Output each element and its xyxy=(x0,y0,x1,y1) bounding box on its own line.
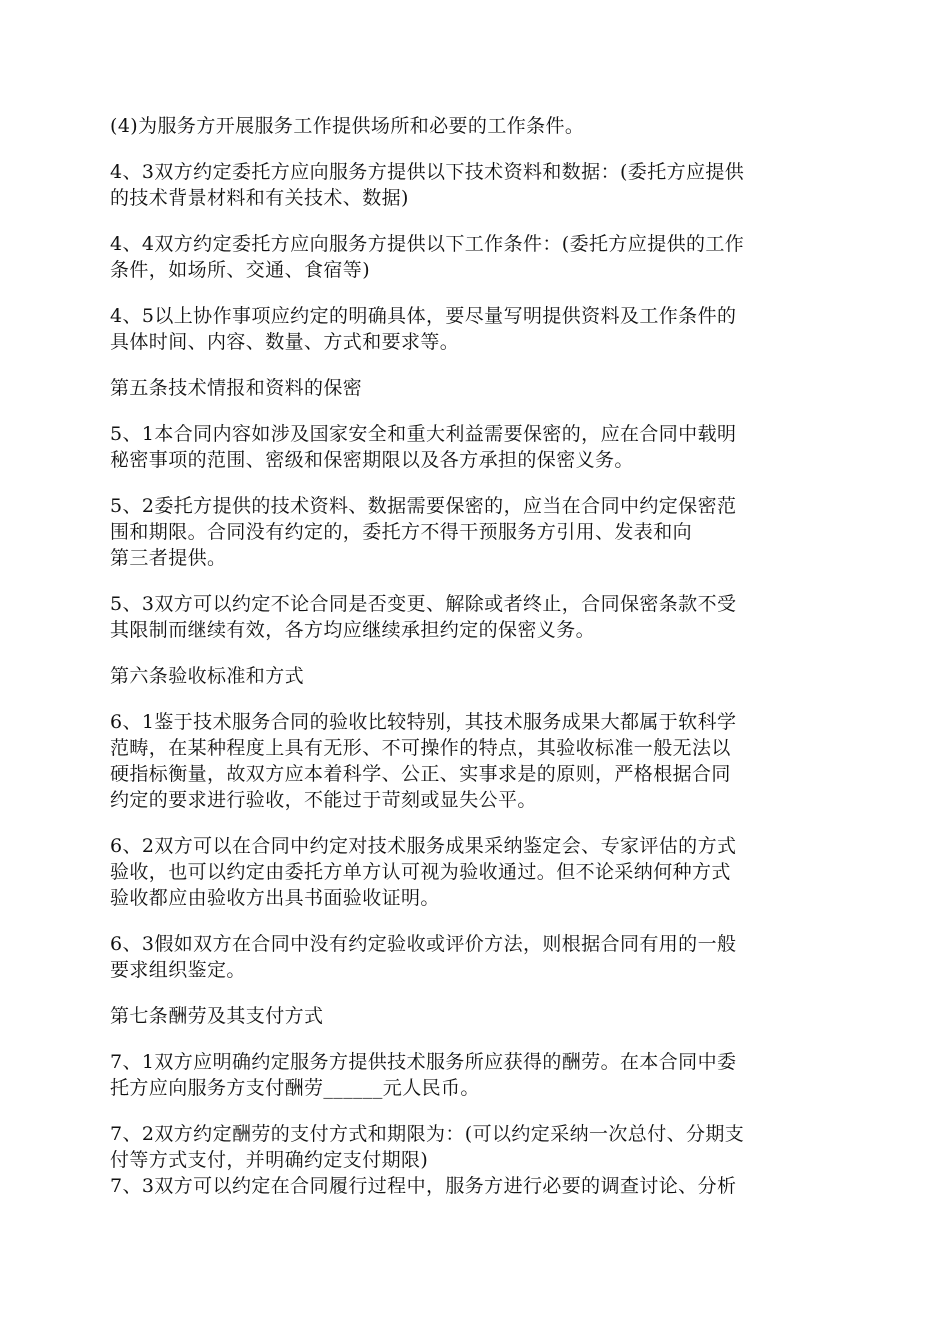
paragraph xyxy=(110,421,840,473)
text-line: 托方应向服务方支付酬劳______元人民币。 xyxy=(110,1077,480,1099)
section-heading-text: 第六条验收标准和方式 xyxy=(110,665,305,687)
paragraph xyxy=(110,113,840,139)
text-line: 约定的要求进行验收，不能过于苛刻或显失公平。 xyxy=(110,789,537,811)
text-line: 5、3双方可以约定不论合同是否变更、解除或者终止，合同保密条款不受 xyxy=(110,593,737,615)
text-line: 具体时间、内容、数量、方式和要求等。 xyxy=(110,331,460,353)
document-body xyxy=(110,113,840,1199)
text-line: 4、3双方约定委托方应向服务方提供以下技术资料和数据：(委托方应提供 xyxy=(110,161,745,183)
text-line: 7、2双方约定酬劳的支付方式和期限为：(可以约定采纳一次总付、分期支 xyxy=(110,1123,745,1145)
paragraph xyxy=(110,1049,840,1101)
text-line: 范畴，在某种程度上具有无形、不可操作的特点，其验收标准一般无法以 xyxy=(110,737,731,759)
text-line: 4、5以上协作事项应约定的明确具体，要尽量写明提供资料及工作条件的 xyxy=(110,305,737,327)
text-line: 要求组织鉴定。 xyxy=(110,959,246,981)
section-heading xyxy=(110,1003,840,1029)
section-heading xyxy=(110,375,840,401)
text-line: 6、3假如双方在合同中没有约定验收或评价方法，则根据合同有用的一般 xyxy=(110,933,737,955)
text-line: 4、4双方约定委托方应向服务方提供以下工作条件：(委托方应提供的工作 xyxy=(110,233,745,255)
paragraph xyxy=(110,159,840,211)
text-line: (4)为服务方开展服务工作提供场所和必要的工作条件。 xyxy=(110,115,585,137)
section-heading-text: 第七条酬劳及其支付方式 xyxy=(110,1005,324,1027)
paragraph xyxy=(110,493,840,571)
text-line: 6、1鉴于技术服务合同的验收比较特别，其技术服务成果大都属于软科学 xyxy=(110,711,737,733)
text-line: 第三者提供。 xyxy=(110,547,227,569)
text-line: 围和期限。合同没有约定的，委托方不得干预服务方引用、发表和向 xyxy=(110,521,693,543)
paragraph xyxy=(110,591,840,643)
text-line: 硬指标衡量，故双方应本着科学、公正、实事求是的原则，严格根据合同 xyxy=(110,763,731,785)
paragraph xyxy=(110,1121,840,1173)
text-line: 其限制而继续有效，各方均应继续承担约定的保密义务。 xyxy=(110,619,596,641)
text-line: 付等方式支付，并明确约定支付期限) xyxy=(110,1149,429,1171)
text-line: 验收，也可以约定由委托方单方认可视为验收通过。但不论采纳何种方式 xyxy=(110,861,731,883)
paragraph xyxy=(110,303,840,355)
text-line: 5、2委托方提供的技术资料、数据需要保密的，应当在合同中约定保密范 xyxy=(110,495,737,517)
text-line: 的技术背景材料和有关技术、数据) xyxy=(110,187,409,209)
paragraph xyxy=(110,709,840,813)
paragraph xyxy=(110,1173,840,1199)
text-line: 条件，如场所、交通、食宿等) xyxy=(110,259,371,281)
section-heading-text: 第五条技术情报和资料的保密 xyxy=(110,377,363,399)
text-line: 5、1本合同内容如涉及国家安全和重大利益需要保密的，应在合同中载明 xyxy=(110,423,737,445)
section-heading xyxy=(110,663,840,689)
text-line: 7、1双方应明确约定服务方提供技术服务所应获得的酬劳。在本合同中委 xyxy=(110,1051,737,1073)
text-line: 6、2双方可以在合同中约定对技术服务成果采纳鉴定会、专家评估的方式 xyxy=(110,835,737,857)
paragraph xyxy=(110,833,840,911)
paragraph xyxy=(110,231,840,283)
text-line: 7、3双方可以约定在合同履行过程中，服务方进行必要的调查讨论、分析 xyxy=(110,1175,737,1197)
paragraph xyxy=(110,931,840,983)
text-line: 验收都应由验收方出具书面验收证明。 xyxy=(110,887,440,909)
text-line: 秘密事项的范围、密级和保密期限以及各方承担的保密义务。 xyxy=(110,449,634,471)
